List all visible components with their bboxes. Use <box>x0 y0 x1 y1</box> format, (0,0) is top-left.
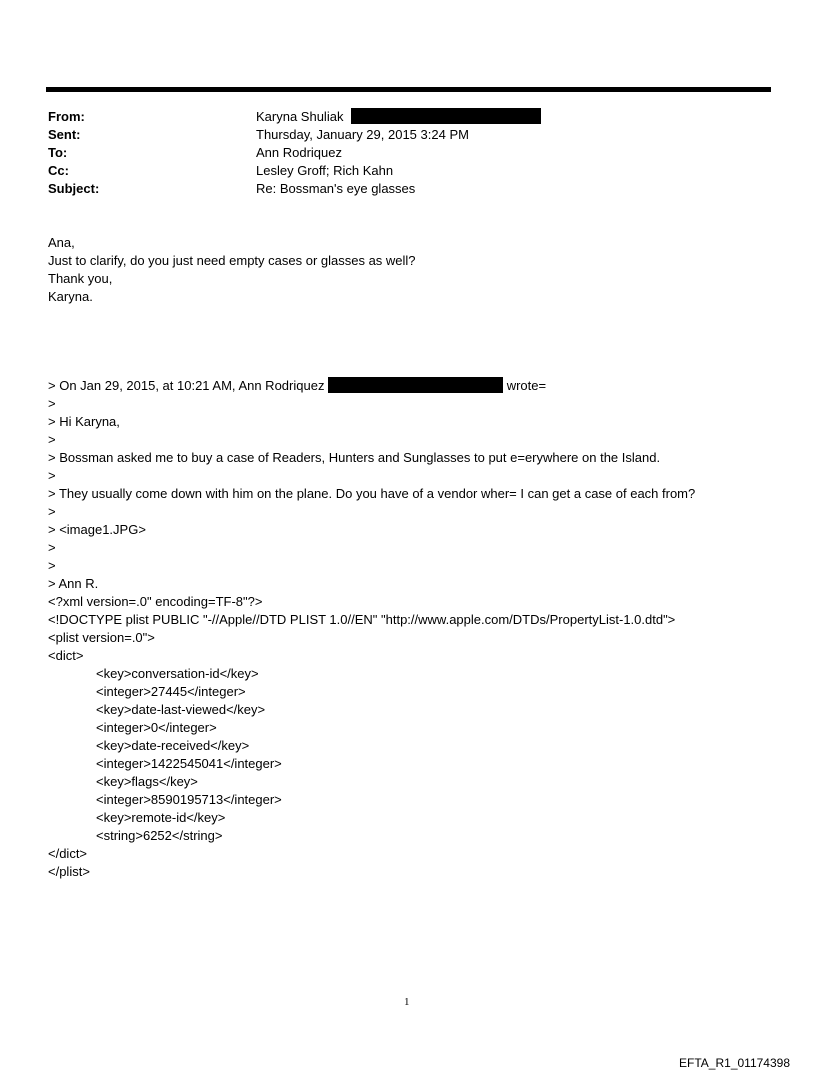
quoted-line: > <box>48 558 56 573</box>
quoted-line: > <box>48 504 56 519</box>
plist-line: <key>date-received</key> <box>96 738 250 753</box>
plist-line: <integer>27445</integer> <box>96 684 246 699</box>
page-number: 1 <box>404 996 410 1008</box>
quoted-line: > Ann R. <box>48 576 99 591</box>
quoted-line: > <box>48 396 56 411</box>
quoted-line: > <box>48 468 56 483</box>
from-value: Karyna Shuliak <box>256 109 344 124</box>
plist-line: </plist> <box>48 864 90 879</box>
quoted-line: > <image1.JPG> <box>48 522 146 537</box>
redaction-block <box>351 108 541 124</box>
to-label: To: <box>48 145 68 160</box>
plist-line: <?xml version=.0" encoding=TF-8"?> <box>48 594 263 609</box>
plist-line: <!DOCTYPE plist PUBLIC "-//Apple//DTD PLIST 1.0//EN" "http://www.apple.com/DTDs/PropertyList-1.0.dtd"> <box>48 612 676 627</box>
sent-value: Thursday, January 29, 2015 3:24 PM <box>256 127 469 142</box>
message-line: Thank you, <box>48 271 113 286</box>
message-line: Just to clarify, do you just need empty cases or glasses as well? <box>48 253 416 268</box>
plist-line: <integer>1422545041</integer> <box>96 756 282 771</box>
subject-value: Re: Bossman's eye glasses <box>256 181 416 196</box>
plist-line: <key>flags</key> <box>96 774 198 789</box>
plist-line: </dict> <box>48 846 88 861</box>
plist-line: <dict> <box>48 648 84 663</box>
quoted-line: > <box>48 432 56 447</box>
header-rule <box>46 87 771 92</box>
quoted-line: > Hi Karyna, <box>48 414 120 429</box>
from-label: From: <box>48 109 85 124</box>
quoted-attribution <box>48 377 546 395</box>
plist-line: <integer>8590195713</integer> <box>96 792 282 807</box>
subject-label: Subject: <box>48 181 100 196</box>
plist-line: <key>conversation-id</key> <box>96 666 259 681</box>
plist-line: <plist version=.0"> <box>48 630 155 645</box>
message-line: Karyna. <box>48 289 93 304</box>
message-line: Ana, <box>48 235 75 250</box>
from-field <box>256 108 541 126</box>
plist-line: <integer>0</integer> <box>96 720 217 735</box>
quoted-attribution-suffix: wrote= <box>506 378 547 393</box>
cc-label: Cc: <box>48 163 69 178</box>
redaction-block <box>328 377 503 393</box>
quoted-line: > They usually come down with him on the plane. Do you have of a vendor wher= I can get a case of each from? <box>48 486 696 501</box>
quoted-attribution-prefix: > On Jan 29, 2015, at 10:21 AM, Ann Rodriquez <box>48 378 325 393</box>
cc-value: Lesley Groff; Rich Kahn <box>256 163 394 178</box>
quoted-line: > <box>48 540 56 555</box>
to-value: Ann Rodriquez <box>256 145 342 160</box>
quoted-line: > Bossman asked me to buy a case of Readers, Hunters and Sunglasses to put e=erywhere on the Island. <box>48 450 661 465</box>
plist-line: <string>6252</string> <box>96 828 223 843</box>
plist-line: <key>remote-id</key> <box>96 810 226 825</box>
plist-line: <key>date-last-viewed</key> <box>96 702 266 717</box>
bates-number: EFTA_R1_01174398 <box>679 1056 790 1070</box>
sent-label: Sent: <box>48 127 81 142</box>
